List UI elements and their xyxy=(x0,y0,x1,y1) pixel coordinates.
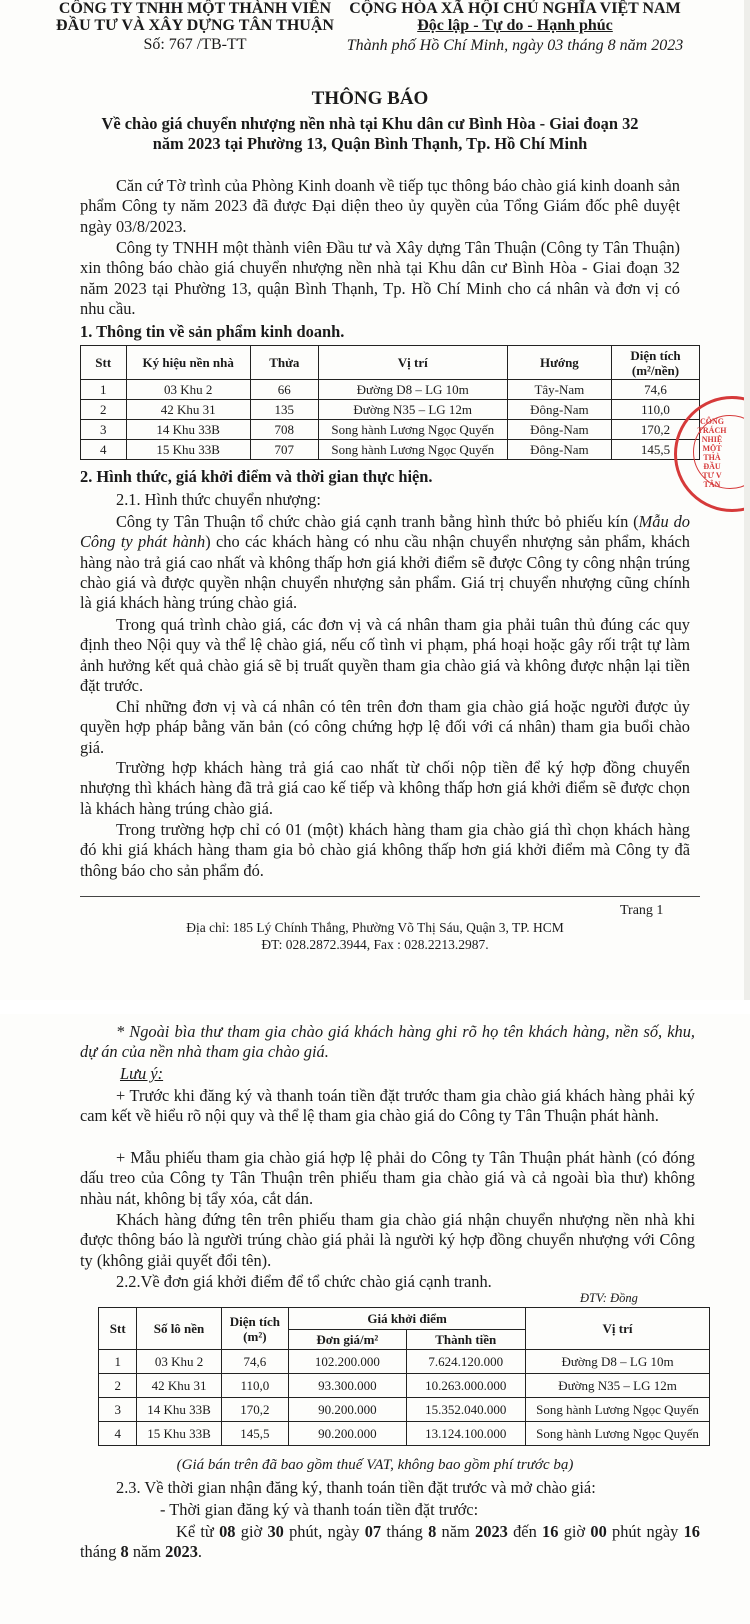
table-cell: Đường N35 – LG 12m xyxy=(318,400,507,420)
text-run-bold: 08 xyxy=(219,1522,236,1541)
intro-paragraph-1: Căn cứ Tờ trình của Phòng Kinh doanh về tiếp tục thông báo chào giá kinh doanh sản phẩm Công ty năm 2023 đã được Đại diện theo ủy quyền của Tổng Giám đốc phê duyệt ngày 03/8/2023. xyxy=(80,176,680,236)
paragraph-2-1-c: Chỉ những đơn vị và cá nhân có tên trên đơn tham gia chào giá hoặc người được ủy quyền hợp pháp bằng văn bản (có công chứng hợp lệ đối với cá nhân) tham gia buổi chào giá. xyxy=(80,697,690,757)
col-direction: Hướng xyxy=(507,346,611,380)
section-2-title: 2. Hình thức, giá khởi điểm và thời gian thực hiện. xyxy=(80,467,433,486)
table-cell: Song hành Lương Ngọc Quyến xyxy=(318,420,507,440)
envelope-note: * Ngoài bìa thư tham gia chào giá khách hàng ghi rõ họ tên khách hàng, nền số, khu, dự án của nền nhà tham gia chào giá. xyxy=(80,1022,695,1062)
col-area-line1: Diện tích xyxy=(229,1313,280,1329)
table-cell: Đường D8 – LG 10m xyxy=(318,380,507,400)
notice-subtitle-line2: năm 2023 tại Phường 13, Quận Bình Thạnh, Tp. Hồ Chí Minh xyxy=(152,134,588,153)
table-cell: 3 xyxy=(81,420,127,440)
table-cell: 42 Khu 31 xyxy=(137,1374,221,1398)
table-cell: 145,5 xyxy=(611,440,699,460)
text-run-bold: 16 xyxy=(542,1522,559,1541)
text-run: Kể từ xyxy=(176,1522,220,1541)
col-area xyxy=(221,1308,289,1350)
col-area-line2: (m²/nền) xyxy=(631,362,680,378)
footer-phone: ĐT: 028.2872.3944, Fax : 028.2213.2987. xyxy=(261,937,489,952)
table-cell: 102.200.000 xyxy=(289,1350,406,1374)
text-run-bold: 00 xyxy=(590,1522,607,1541)
table-row xyxy=(81,440,700,460)
table-cell: 14 Khu 33B xyxy=(126,420,250,440)
table-cell: 707 xyxy=(250,440,318,460)
text-run-bold: 30 xyxy=(267,1522,284,1541)
text-run-bold: 8 xyxy=(428,1522,437,1541)
footer-address: Địa chỉ: 185 Lý Chính Thắng, Phường Võ Thị Sáu, Quận 3, TP. HCM xyxy=(186,920,564,935)
paragraph-2-1-d: Trường hợp khách hàng trả giá cao nhất từ chối nộp tiền để ký hợp đồng chuyển nhượng thì khách hàng đã trả giá cao kế tiếp và không thấp hơn giá khởi điểm sẽ được chọn là khách hàng trúng chào giá. xyxy=(80,758,690,818)
table-cell: 4 xyxy=(99,1422,137,1446)
company-name-line2: ĐẦU TƯ VÀ XÂY DỰNG TÂN THUẬN xyxy=(56,17,334,34)
text-run-bold: 8 xyxy=(120,1542,129,1562)
text-run: tháng xyxy=(80,1542,121,1562)
section-1-title: 1. Thông tin về sản phẩm kinh doanh. xyxy=(80,322,345,341)
table-cell: 4 xyxy=(81,440,127,460)
text-run: đến xyxy=(507,1522,543,1541)
text-run: giờ xyxy=(558,1522,591,1541)
section-2-1-title: 2.1. Hình thức chuyển nhượng: xyxy=(116,490,321,509)
company-name-line1: CÔNG TY TNHH MỘT THÀNH VIÊN xyxy=(58,0,332,17)
paragraph-2-1-a xyxy=(80,512,690,613)
text-run-bold: 16 xyxy=(683,1522,700,1541)
notice-subtitle-line1: Về chào giá chuyển nhượng nền nhà tại Khu dân cư Bình Hòa - Giai đoạn 32 xyxy=(101,114,639,133)
table-cell: 14 Khu 33B xyxy=(137,1398,221,1422)
table-row xyxy=(99,1374,710,1398)
section-2-2-title: 2.2.Về đơn giá khởi điểm để tổ chức chào giá cạnh tranh. xyxy=(116,1272,492,1291)
table-cell: Đông-Nam xyxy=(507,400,611,420)
col-unit-price: Đơn giá/m² xyxy=(289,1330,406,1350)
table-cell: 15.352.040.000 xyxy=(406,1398,525,1422)
text-run-bold: 2023 xyxy=(165,1542,198,1562)
table-cell: 74,6 xyxy=(611,380,699,400)
table-row xyxy=(81,420,700,440)
price-note: (Giá bán trên đã bao gồm thuế VAT, không bao gồm phí trước bạ) xyxy=(176,1457,574,1473)
table-cell: 708 xyxy=(250,420,318,440)
table-cell: 3 xyxy=(99,1398,137,1422)
page-gap xyxy=(0,1000,750,1014)
page-edge-shadow xyxy=(744,0,750,1000)
col-area-line1: Diện tích xyxy=(630,347,681,363)
table-cell: 15 Khu 33B xyxy=(126,440,250,460)
note-item-2: + Mẫu phiếu tham gia chào giá hợp lệ phải do Công ty Tân Thuận phát hành (có đóng dấu treo của Công ty Tân Thuận trên phiếu tham gia chào giá và cả ngoài bìa thư) không nhàu nát, không bị tẩy xóa, cắt dán. xyxy=(80,1148,695,1208)
text-run-bold: 2023 xyxy=(475,1522,508,1541)
table-cell: 66 xyxy=(250,380,318,400)
seal-text: CÔNG TRÁCH NHIỆ MỘT THÀ ĐẦU TƯ V TÂN xyxy=(697,417,727,489)
footer-divider xyxy=(80,896,700,897)
col-lot-code: Ký hiệu nền nhà xyxy=(126,346,250,380)
table-row xyxy=(81,380,700,400)
col-stt: Stt xyxy=(99,1308,137,1350)
text-run: tháng xyxy=(381,1522,429,1541)
table-cell: 93.300.000 xyxy=(289,1374,406,1398)
table-cell: Tây-Nam xyxy=(507,380,611,400)
table-cell: Đông-Nam xyxy=(507,440,611,460)
table-cell: 2 xyxy=(99,1374,137,1398)
col-lot: Số lô nền xyxy=(137,1308,221,1350)
table-cell: 74,6 xyxy=(221,1350,289,1374)
table-header-row xyxy=(81,346,700,380)
table-cell: Song hành Lương Ngọc Quyến xyxy=(526,1422,710,1446)
table-cell: Đường D8 – LG 10m xyxy=(526,1350,710,1374)
table-cell: 2 xyxy=(81,400,127,420)
table-cell: 10.263.000.000 xyxy=(406,1374,525,1398)
text-run: năm xyxy=(436,1522,476,1541)
table-header-row xyxy=(99,1308,710,1330)
table-cell: 110,0 xyxy=(611,400,699,420)
table-cell: 03 Khu 2 xyxy=(126,380,250,400)
intro-paragraph-2: Công ty TNHH một thành viên Đầu tư và Xây dựng Tân Thuận (Công ty Tân Thuận) xin thông báo chào giá chuyển nhượng nền nhà tại Khu dân cư Bình Hòa - Giai đoạn 32 năm 2023 tại Phường 13, quận Bình Thạnh, Tp. Hồ Chí Minh cho cá nhân và đơn vị có nhu cầu. xyxy=(80,238,680,318)
col-area-line2: (m²) xyxy=(243,1328,267,1344)
col-starting-price: Giá khởi điểm xyxy=(289,1308,526,1330)
paragraph-2-1-e: Trong trường hợp chỉ có 01 (một) khách hàng tham gia chào giá thì chọn khách hàng đó khi giá khách hàng tham gia bỏ chào giá không thấp hơn giá khởi điểm mà Công ty đã thông báo cho sản phẩm đó. xyxy=(80,820,690,880)
table-cell: 7.624.120.000 xyxy=(406,1350,525,1374)
paragraph-2-1-b: Trong quá trình chào giá, các đơn vị và cá nhân tham gia phải tuân thủ đúng các quy định theo Nội quy và thể lệ chào giá, nếu cố tình vi phạm, phá hoại hoặc gây rối trật tự làm ảnh hưởng kết quả chào giá sẽ bị truất quyền tham gia chào giá và không được nhận lại tiền đặt trước. xyxy=(80,615,690,695)
national-motto: Độc lập - Tự do - Hạnh phúc xyxy=(417,17,613,34)
note-item-1: + Trước khi đăng ký và thanh toán tiền đặt trước tham gia chào giá khách hàng phải ký cam kết về hiểu rõ nội quy và thể lệ tham gia chào giá do Công ty Tân Thuận phát hành. xyxy=(80,1086,695,1126)
text-run: năm xyxy=(128,1542,166,1562)
starting-price-table xyxy=(98,1307,710,1446)
table-cell: 1 xyxy=(99,1350,137,1374)
col-total: Thành tiền xyxy=(406,1330,525,1350)
table-cell: 90.200.000 xyxy=(289,1422,406,1446)
country-name: CỘNG HÒA XÃ HỘI CHỦ NGHĨA VIỆT NAM xyxy=(349,0,681,17)
table-cell: Song hành Lương Ngọc Quyến xyxy=(526,1398,710,1422)
text-run: phút, ngày xyxy=(283,1522,365,1541)
registration-bullet: - Thời gian đăng ký và thanh toán tiền đặt trước: xyxy=(160,1500,479,1519)
text-run: giờ xyxy=(235,1522,268,1541)
table-row xyxy=(99,1422,710,1446)
page-number: Trang 1 xyxy=(620,903,664,918)
table-cell: Song hành Lương Ngọc Quyến xyxy=(318,440,507,460)
table-row xyxy=(81,400,700,420)
table-cell: 15 Khu 33B xyxy=(137,1422,221,1446)
text-run: ) cho các khách hàng có nhu cầu nhận chuyển nhượng sản phẩm, khách hàng nào trả giá cao nhất và không thấp hơn giá khởi điểm sẽ được Công ty công nhận trúng chào giá và được quyền nhận chuyển nhượng sản phẩm. Giá trị chuyển nhượng cũng chính là giá khách hàng trúng chào giá. xyxy=(80,532,690,613)
document-page-2 xyxy=(0,1014,750,1624)
col-parcel: Thửa xyxy=(250,346,318,380)
place-date: Thành phố Hồ Chí Minh, ngày 03 tháng 8 năm 2023 xyxy=(346,37,684,54)
table-row xyxy=(99,1398,710,1422)
table-cell: 170,2 xyxy=(221,1398,289,1422)
table-cell: Đông-Nam xyxy=(507,420,611,440)
owner-paragraph: Khách hàng đứng tên trên phiếu tham gia chào giá nhận chuyển nhượng nền nhà khi được thông báo là người trúng chào giá phải là người ký hợp đồng chuyển nhượng với Công ty (không giải quyết đổi tên). xyxy=(80,1210,695,1270)
registration-time xyxy=(80,1522,700,1563)
text-run: Công ty Tân Thuận tổ chức chào giá cạnh tranh bằng hình thức bỏ phiếu kín ( xyxy=(116,512,639,531)
col-location: Vị trí xyxy=(318,346,507,380)
note-heading: Lưu ý: xyxy=(120,1064,164,1083)
table-cell: 170,2 xyxy=(611,420,699,440)
text-run: . xyxy=(197,1542,203,1562)
table-cell: 13.124.100.000 xyxy=(406,1422,525,1446)
table-cell: 110,0 xyxy=(221,1374,289,1398)
product-table xyxy=(80,345,700,460)
col-location: Vị trí xyxy=(526,1308,710,1350)
currency-unit-label: ĐTV: Đồng xyxy=(580,1291,638,1305)
text-run: phút ngày xyxy=(606,1522,679,1541)
doc-number: Số: 767 /TB-TT xyxy=(143,36,247,53)
table-cell: 1 xyxy=(81,380,127,400)
table-row xyxy=(99,1350,710,1374)
text-run-italic: Mẫu do Công ty phát hành xyxy=(80,512,690,552)
col-stt: Stt xyxy=(81,346,127,380)
text-run-bold: 07 xyxy=(364,1522,382,1541)
table-cell: 03 Khu 2 xyxy=(137,1350,221,1374)
table-cell: 135 xyxy=(250,400,318,420)
col-area xyxy=(611,346,699,380)
table-cell: 42 Khu 31 xyxy=(126,400,250,420)
table-cell: Đường N35 – LG 12m xyxy=(526,1374,710,1398)
section-2-3-title: 2.3. Về thời gian nhận đăng ký, thanh toán tiền đặt trước và mở chào giá: xyxy=(116,1478,596,1497)
table-cell: 145,5 xyxy=(221,1422,289,1446)
notice-title: THÔNG BÁO xyxy=(311,88,429,109)
table-cell: 90.200.000 xyxy=(289,1398,406,1422)
